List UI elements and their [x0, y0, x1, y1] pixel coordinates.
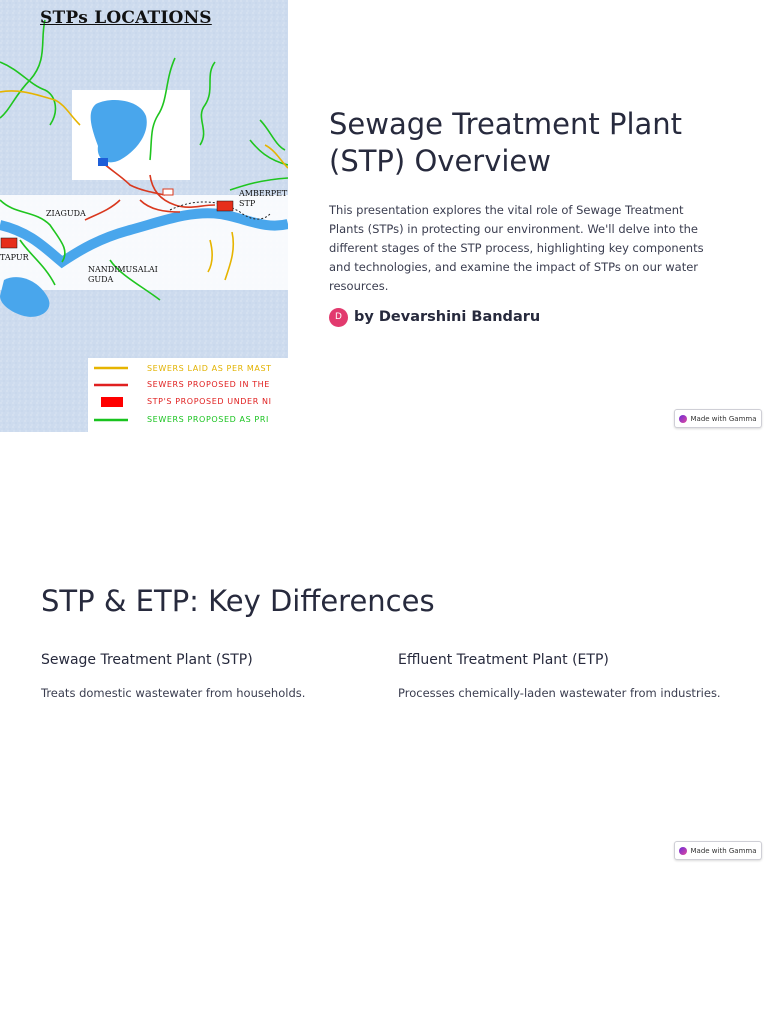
map-title: STPs LOCATIONS — [40, 8, 212, 28]
map-label-tapur: TAPUR — [0, 253, 29, 262]
slide-1-title: Sewage Treatment Plant (STP) Overview — [329, 107, 683, 178]
author-name: by Devarshini Bandaru — [354, 309, 541, 325]
slide-1 — [0, 0, 768, 432]
etp-description: Processes chemically-laden wastewater from industries. — [398, 686, 721, 700]
map-label-ziaguda: ZIAGUDA — [46, 209, 86, 218]
stp-description: Treats domestic wastewater from households. — [41, 686, 306, 700]
stp-locations-map — [0, 0, 288, 432]
badge-label: Made with Gamma — [690, 846, 757, 855]
legend-item-green: SEWERS PROPOSED AS PRI — [147, 415, 269, 424]
badge-label: Made with Gamma — [690, 414, 757, 423]
slide-2 — [0, 432, 768, 864]
made-with-gamma-badge-2[interactable] — [674, 841, 762, 860]
gamma-logo-icon — [679, 415, 687, 423]
made-with-gamma-badge[interactable] — [674, 409, 762, 428]
etp-heading: Effluent Treatment Plant (ETP) — [398, 652, 609, 668]
legend-item-red-line: SEWERS PROPOSED IN THE — [147, 380, 270, 389]
slide-1-description: This presentation explores the vital role of Sewage Treatment Plants (STPs) in protecting our environment. We'll delve into the different stages of the STP process, highlighting key components and technologies, and examine the impact of STPs on our water resources. — [329, 203, 704, 293]
stp-heading: Sewage Treatment Plant (STP) — [41, 652, 253, 668]
gamma-logo-icon — [679, 847, 687, 855]
legend-item-yellow: SEWERS LAID AS PER MAST — [147, 364, 272, 373]
map-label-amberpet: AMBERPET STP — [239, 189, 288, 208]
avatar: D — [329, 308, 348, 327]
slide-2-title: STP & ETP: Key Differences — [41, 584, 435, 618]
map-label-nandimusalai: NANDIMUSALAI GUDA — [88, 265, 158, 284]
author-byline — [329, 307, 540, 327]
legend-item-stp: STP'S PROPOSED UNDER NI — [147, 397, 272, 406]
